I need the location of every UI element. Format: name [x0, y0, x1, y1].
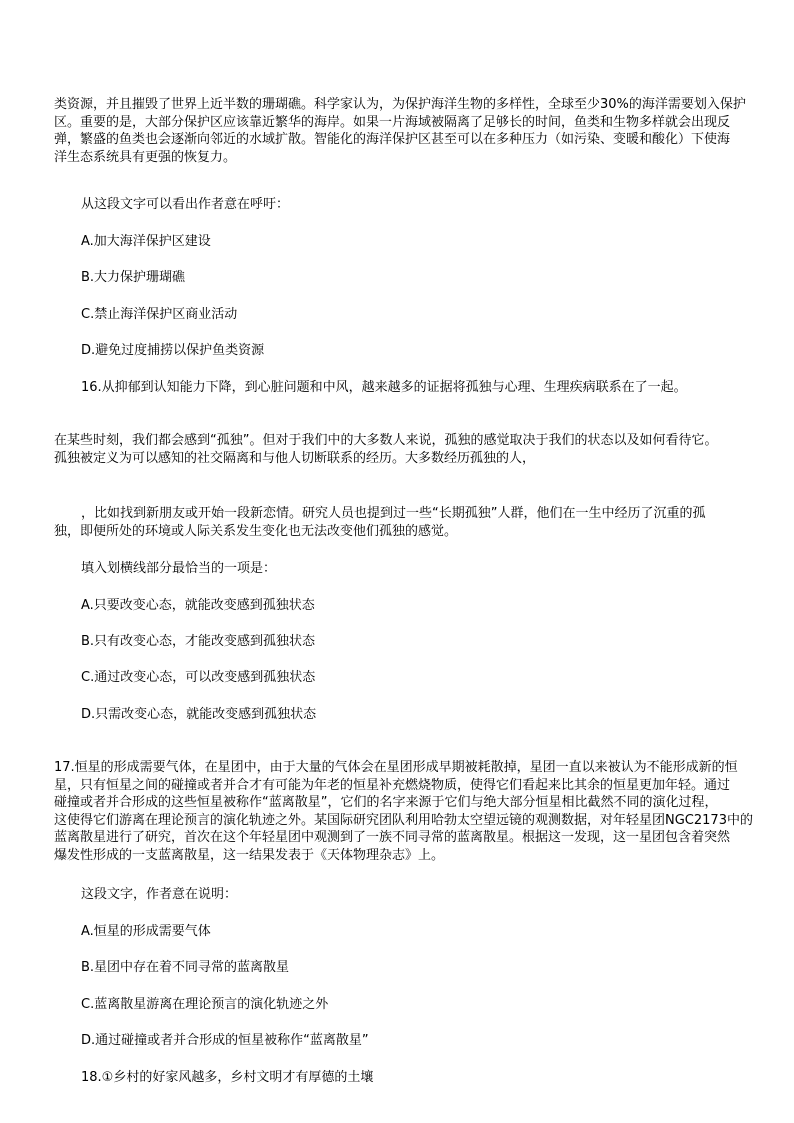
q15-option-b: B.大力保护珊瑚礁 — [81, 270, 186, 285]
q17-passage — [54, 759, 764, 864]
q17-passage-line: 这使得它们游离在理论预言的演化轨迹之外。某国际研究团队利用哈勃太空望远镜的观测数据，对年轻星团NGC2173中的 — [54, 812, 753, 828]
q16-question: 填入划横线部分最恰当的一项是： — [81, 561, 277, 576]
q16-stem: 16.从抑郁到认知能力下降，到心脏问题和中风，越来越多的证据将孤独与心理、生理疾病联系在了一起。 — [81, 380, 687, 395]
q17-passage-line: 爆发性形成的一支蓝离散星，这一结果发表于《天体物理杂志》上。 — [54, 847, 445, 863]
q16-passage-part1 — [54, 432, 764, 467]
q15-option-c: C.禁止海洋保护区商业活动 — [81, 307, 238, 322]
q17-passage-line: 碰撞或者并合形成的这些恒星被称作“蓝离散星”，它们的名字来源于它们与绝大部分恒星相比截然不同的演化过程， — [54, 795, 718, 810]
q17-passage-line: 蓝离散星进行了研究，首次在这个年轻星团中观测到了一族不同寻常的蓝离散星。根据这一发现，这一星团包含着突然 — [54, 830, 731, 845]
q15-passage-line: 弹，繁盛的鱼类也会逐渐向邻近的水域扩散。智能化的海洋保护区甚至可以在多种压力（如污染、变暖和酸化）下使海 — [54, 132, 731, 147]
q16-option-b: B.只有改变心态，才能改变感到孤独状态 — [81, 634, 316, 649]
q15-passage-line: 区。重要的是，大部分保护区应该靠近繁华的海岸。如果一片海域被隔离了足够长的时间，鱼类和生物多样就会出现反 — [54, 114, 731, 130]
q18-stem: 18.①乡村的好家风越多，乡村文明才有厚德的土壤 — [81, 1070, 374, 1085]
q15-passage-line: 洋生态系统具有更强的恢复力。 — [54, 149, 237, 165]
q17-option-d: D.通过碰撞或者并合形成的恒星被称作“蓝离散星” — [81, 1033, 369, 1048]
q15-option-a: A.加大海洋保护区建设 — [81, 234, 211, 249]
q16-option-d: D.只需改变心态，就能改变感到孤独状态 — [81, 707, 317, 722]
q15-passage — [54, 96, 764, 166]
q15-question: 从这段文字可以看出作者意在呼吁： — [81, 197, 290, 212]
q17-passage-line: 17.恒星的形成需要气体，在星团中，由于大量的气体会在星团形成早期被耗散掉，星团一直以来被认为不能形成新的恒 — [54, 760, 738, 775]
q17-question: 这段文字，作者意在说明： — [81, 887, 238, 902]
q16-passage-line: ，比如找到新朋友或开始一段新恋情。研究人员也提到过一些“长期孤独”人群，他们在一生中经历了沉重的孤 — [81, 506, 706, 521]
q16-option-c: C.通过改变心态，可以改变感到孤独状态 — [81, 670, 316, 685]
q16-passage-line: 独，即便所处的环境或人际关系发生变化也无法改变他们孤独的感觉。 — [54, 523, 458, 539]
q17-option-b: B.星团中存在着不同寻常的蓝离散星 — [81, 960, 290, 975]
q17-passage-line: 星，只有恒星之间的碰撞或者并合才有可能为年老的恒星补充燃烧物质，使得它们看起来比其余的恒星更加年轻。通过 — [54, 777, 731, 793]
q17-option-c: C.蓝离散星游离在理论预言的演化轨迹之外 — [81, 997, 329, 1012]
q16-passage-part2 — [54, 505, 764, 540]
q16-option-a: A.只要改变心态，就能改变感到孤独状态 — [81, 598, 315, 613]
q17-option-a: A.恒星的形成需要气体 — [81, 924, 211, 939]
q16-passage-line: 孤独被定义为可以感知的社交隔离和与他人切断联系的经历。大多数经历孤独的人， — [54, 450, 536, 466]
q15-passage-line: 类资源，并且摧毁了世界上近半数的珊瑚礁。科学家认为，为保护海洋生物的多样性，全球至少30%的海洋需要划入保护 — [54, 97, 746, 112]
q16-passage-line: 在某些时刻，我们都会感到“孤独”。但对于我们中的大多数人来说，孤独的感觉取决于我们的状态以及如何看待它。 — [54, 433, 718, 448]
q15-option-d: D.避免过度捕捞以保护鱼类资源 — [81, 343, 265, 358]
